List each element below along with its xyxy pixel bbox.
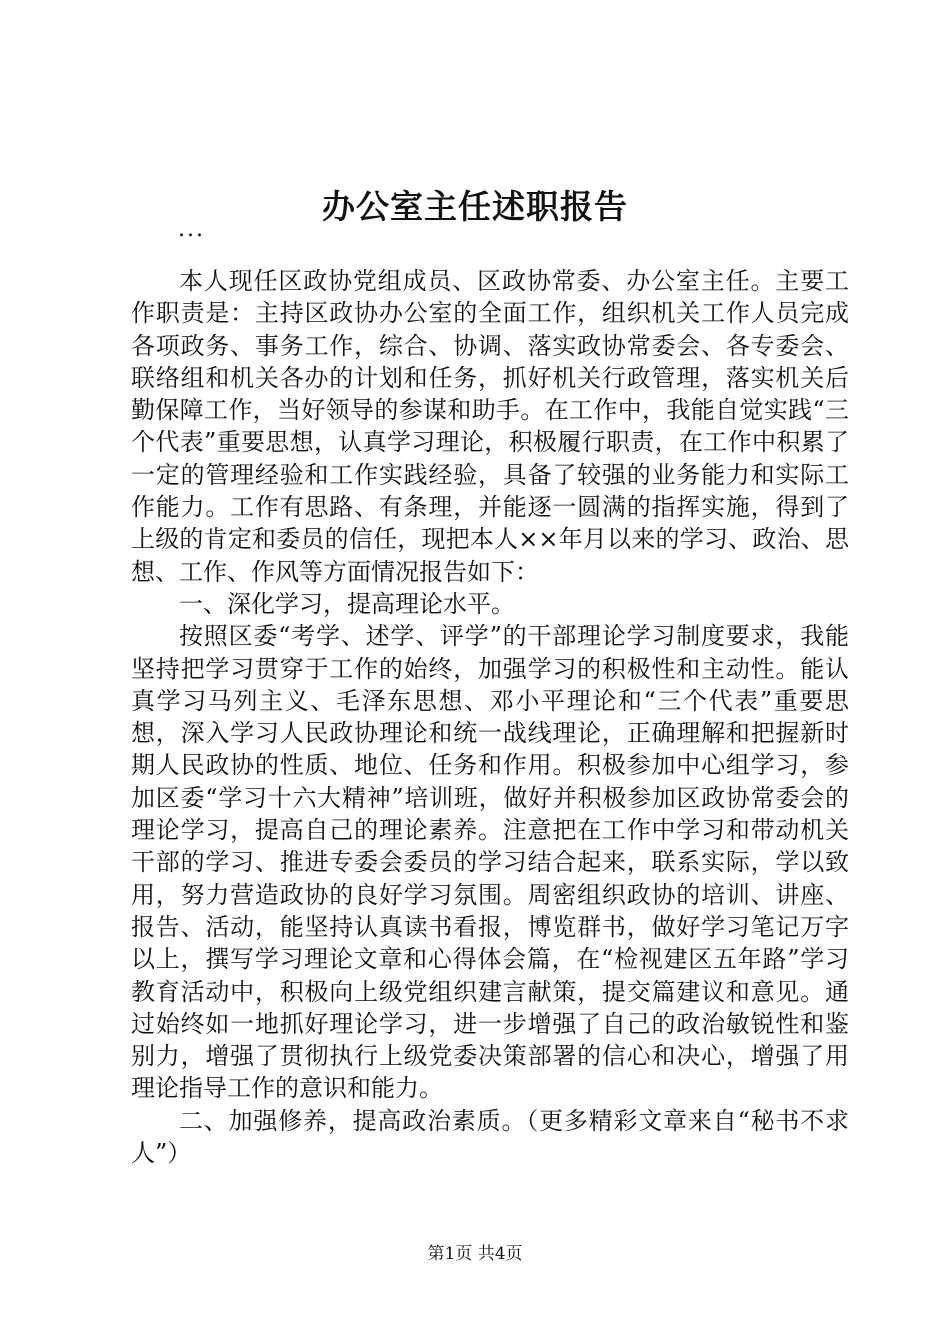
paragraph-intro: 本人现任区政协党组成员、区政协常委、办公室主任。主要工作职责是：主持区政协办公室的全面工作，组织机关工作人员完成各项政务、事务工作，综合、协调、落实政协常委会、各专委会、联络组和机关各办的计划和任务，抓好机关行政管理，落实机关后勤保障工作，当好领导的参谋和助手。在工作中，我能自觉实践“三个代表”重要思想，认真学习理论，积极履行职责，在工作中积累了一定的管理经验和工作实践经验，具备了较强的业务能力和实际工作能力。工作有思路、有条理，并能逐一圆满的指挥实施，得到了上级的肯定和委员的信任，现把本人××年月以来的学习、政治、思想、工作、作风等方面情况报告如下： [131,267,849,586]
section-heading-1: 一、深化学习，提高理论水平。 [179,589,515,618]
document-body [131,265,849,1169]
section-heading-2: 二、加强修养，提高政治素质。（更多精彩文章来自“秘书不求人”） [131,1106,849,1168]
document-title: 办公室主任述职报告 [322,187,628,226]
page-footer: 第1页 共4页 [427,1244,523,1264]
paragraph-study: 按照区委“考学、述学、评学”的干部理论学习制度要求，我能坚持把学习贯穿于工作的始终，加强学习的积极性和主动性。能认真学习马列主义、毛泽东思想、邓小平理论和“三个代表”重要思想，深入学习人民政协理论和统一战线理论，正确理解和把握新时期人民政协的性质、地位、任务和作用。积极参加中心组学习，参加区委“学习十六大精神”培训班，做好并积极参加区政协常委会的理论学习，提高自己的理论素养。注意把在工作中学习和带动机关干部的学习、推进专委会委员的学习结合起来，联系实际，学以致用，努力营造政协的良好学习氛围。周密组织政协的培训、讲座、报告、活动，能坚持认真读书看报，博览群书，做好学习笔记万字以上，撰写学习理论文章和心得体会篇，在“检视建区五年路”学习教育活动中，积极向上级党组织建言献策，提交篇建议和意见。通过始终如一地抓好理论学习，进一步增强了自己的政治敏锐性和鉴别力，增强了贯彻执行上级党委决策部署的信心和决心，增强了用理论指导工作的意识和能力。 [131,622,849,1103]
ellipsis-mark: ... [178,217,205,242]
